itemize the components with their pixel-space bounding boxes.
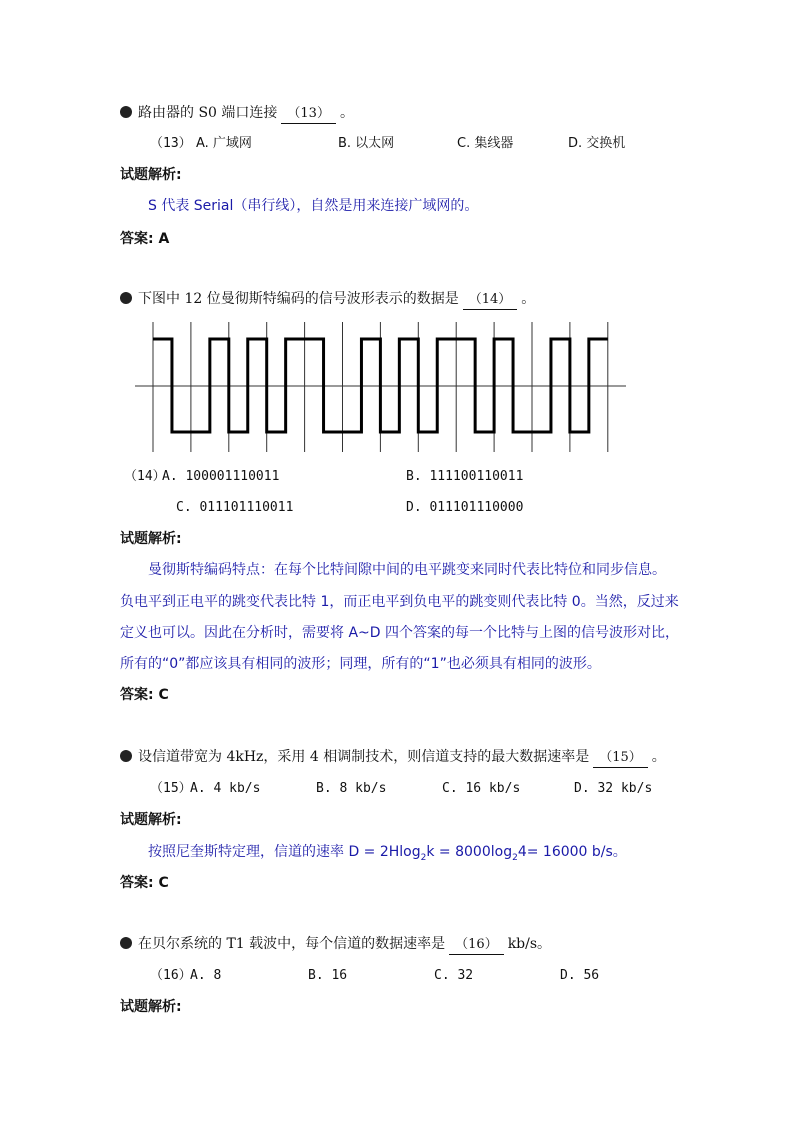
- q14-option-number: （14）: [124, 469, 166, 484]
- q14-analysis-line-3: 定义也可以。因此在分析时，需要将 A~D 四个答案的每一个比特与上图的信号波形对比，: [120, 625, 679, 641]
- question-13-blank: （13）: [281, 105, 336, 124]
- q16-option-b: B. 16: [308, 968, 348, 983]
- q14-answer: 答案: C: [120, 687, 169, 703]
- q16-option-number: （16）: [150, 968, 192, 983]
- q14-analysis-line-1: 曼彻斯特编码特点：在每个比特间隙中间的电平跳变来同时代表比特位和同步信息。: [148, 562, 666, 578]
- q14-option-c: C. 011101110011: [176, 500, 294, 515]
- question-14-end: 。: [521, 291, 536, 307]
- q15-option-b: B. 8 kb/s: [316, 781, 387, 796]
- q13-option-number: （13）: [150, 136, 192, 151]
- q14-option-a: A. 100001110011: [162, 469, 280, 484]
- q13-answer: 答案: A: [120, 231, 170, 247]
- q15-option-a: A. 4 kb/s: [190, 781, 261, 796]
- question-13-text: 路由器的 S0 端口连接: [138, 105, 278, 121]
- question-15-stem: [120, 748, 666, 768]
- q13-option-c: C. 集线器: [457, 136, 514, 151]
- q15-analysis-part-3: 4= 16000 b/s。: [517, 844, 627, 860]
- q15-analysis-part-2: k = 8000log: [426, 844, 513, 860]
- q15-option-d: D. 32 kb/s: [574, 781, 653, 796]
- question-15-end: 。: [651, 749, 666, 765]
- question-16-stem: [120, 935, 551, 955]
- q15-analysis-label: 试题解析:: [120, 812, 182, 828]
- q13-option-a: A. 广域网: [196, 136, 252, 151]
- question-14-blank: （14）: [463, 291, 518, 310]
- q13-option-d: D. 交换机: [568, 136, 626, 151]
- question-16-blank: （16）: [449, 936, 504, 955]
- question-16-end: kb/s。: [507, 936, 552, 952]
- q16-option-c: C. 32: [434, 968, 474, 983]
- question-15-text: 设信道带宽为 4kHz，采用 4 相调制技术，则信道支持的最大数据速率是: [138, 749, 590, 765]
- q15-option-c: C. 16 kb/s: [442, 781, 521, 796]
- q15-analysis-sub-1: 2: [420, 852, 427, 863]
- q14-analysis-line-2: 负电平到正电平的跳变代表比特 1，而正电平到负电平的跳变则代表比特 0。当然，反过来: [120, 594, 679, 610]
- question-14-text: 下图中 12 位曼彻斯特编码的信号波形表示的数据是: [138, 291, 459, 307]
- q14-option-d: D. 011101110000: [406, 500, 524, 515]
- q13-analysis-text: S 代表 Serial（串行线），自然是用来连接广域网的。: [148, 198, 479, 214]
- q16-option-d: D. 56: [560, 968, 600, 983]
- bullet-icon: [120, 937, 132, 949]
- q13-option-b: B. 以太网: [338, 136, 395, 151]
- question-16-text: 在贝尔系统的 T1 载波中，每个信道的数据速率是: [138, 936, 446, 952]
- question-13-end: 。: [339, 105, 354, 121]
- q16-option-a: A. 8: [190, 968, 222, 983]
- q15-analysis-part-1: 按照尼奎斯特定理，信道的速率 D = 2Hlog: [148, 844, 421, 860]
- q14-analysis-line-4: 所有的“0”都应该具有相同的波形；同理，所有的“1”也必须具有相同的波形。: [120, 656, 601, 672]
- q15-answer: 答案: C: [120, 875, 169, 891]
- q15-analysis-text: [148, 843, 627, 867]
- manchester-waveform-figure: [0, 0, 794, 460]
- bullet-icon: [120, 750, 132, 762]
- question-15-blank: （15）: [593, 749, 648, 768]
- q15-analysis-sub-2: 2: [512, 852, 518, 863]
- q15-option-number: （15）: [150, 781, 192, 796]
- q16-analysis-label: 试题解析:: [120, 999, 182, 1015]
- q14-analysis-label: 试题解析:: [120, 531, 182, 547]
- q13-analysis-label: 试题解析:: [120, 167, 182, 183]
- q14-option-b: B. 111100110011: [406, 469, 524, 484]
